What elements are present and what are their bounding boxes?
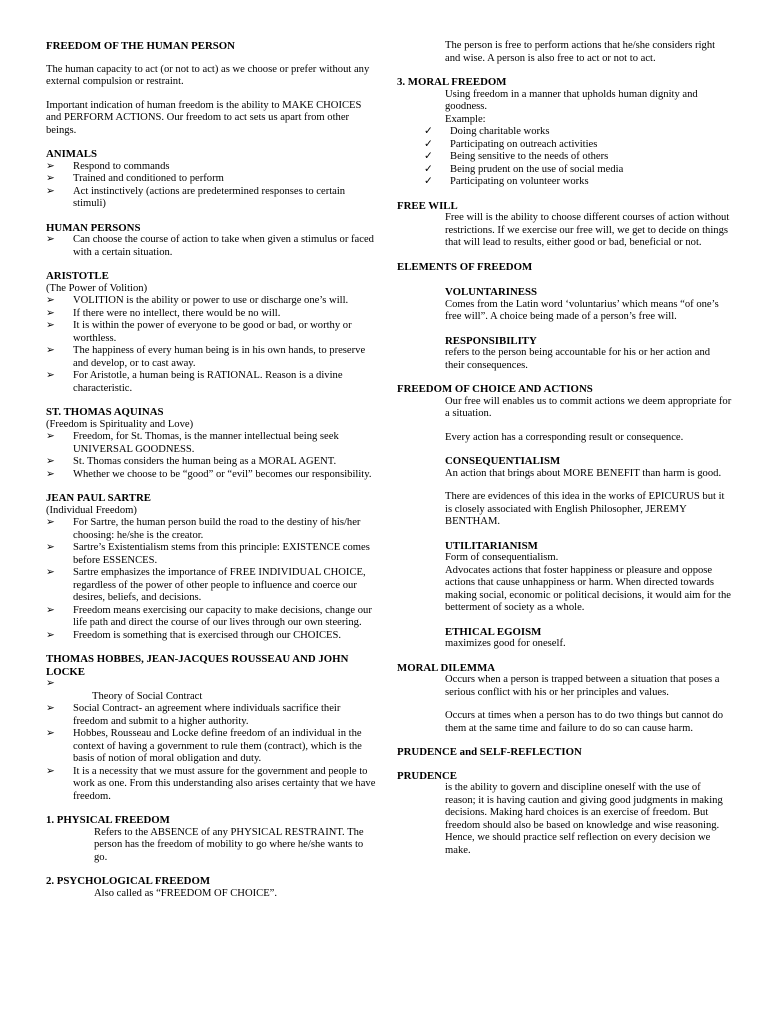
- psychological-freedom-heading: 2. PSYCHOLOGICAL FREEDOM: [46, 875, 211, 887]
- list-item: ➢ Sartre emphasizes the importance of FREE INDIVIDUAL CHOICE, regardless of the power of other people to influence and coerce our desires, beliefs, and decisions.: [46, 567, 366, 603]
- list-item: ✓ Being sensitive to the needs of others: [424, 151, 609, 162]
- intro-paragraph-2: Important indication of human freedom is the ability to MAKE CHOICES and PERFORM ACTIONS. Our freedom to act sets us apart from other beings.: [46, 99, 362, 136]
- list-item: ➢ If there were no intellect, there would be no will.: [46, 307, 281, 319]
- arrow-bullet-icon: ➢: [46, 567, 55, 578]
- list-item: ✓ Doing charitable works: [424, 126, 550, 137]
- consequentialism-heading: CONSEQUENTIALISM: [445, 455, 561, 467]
- consequentialism-text-1: An action that brings about MORE BENEFIT than harm is good.: [445, 467, 722, 479]
- consequentialism-text-2: There are evidences of this idea in the works of EPICURUS but it is closely associated with English Philosopher, JEREMY BENTHAM.: [445, 491, 725, 527]
- free-will-text: Free will is the ability to choose different courses of action without restrictions. If we exercise our free will, we get to decide on things that will lead to results, either good or bad, beneficial or not.: [445, 212, 730, 248]
- free-will-heading: FREE WILL: [397, 199, 458, 212]
- social-contract-heading: THOMAS HOBBES, JEAN-JACQUES ROUSSEAU AND JOHN LOCKE: [46, 653, 349, 678]
- prudence-heading: PRUDENCE: [397, 769, 457, 782]
- arrow-bullet-icon: ➢: [46, 728, 55, 739]
- list-item: ➢ St. Thomas considers the human being as a MORAL AGENT.: [46, 456, 337, 467]
- list-item: ➢ For Sartre, the human person build the road to the destiny of his/her choosing: he/she is the creator.: [46, 517, 361, 541]
- arrow-bullet-icon: ➢: [46, 542, 55, 553]
- arrow-bullet-icon: ➢: [46, 703, 55, 714]
- arrow-bullet-icon: ➢: [46, 765, 55, 777]
- list-item: [46, 678, 376, 691]
- aristotle-subtitle: (The Power of Volition): [46, 282, 148, 294]
- document-title: FREEDOM OF THE HUMAN PERSON: [46, 40, 235, 52]
- list-item: ➢ Trained and conditioned to perform: [46, 173, 224, 184]
- list-item: ➢ Can choose the course of action to take when given a stimulus or faced with a certain situation.: [46, 234, 374, 258]
- sartre-heading: JEAN PAUL SARTRE: [46, 492, 152, 504]
- utilitarianism-heading: UTILITARIANISM: [445, 539, 538, 552]
- psychological-freedom-continued: The person is free to perform actions that he/she considers right and wise. A person is also free to act or not to act.: [445, 40, 716, 64]
- animals-list: [46, 161, 376, 211]
- moral-freedom-examples: [397, 126, 732, 189]
- list-item: ➢ The happiness of every human being is in his own hands, to preserve and develop, or to cast away.: [46, 345, 366, 369]
- arrow-bullet-icon: ➢: [46, 160, 55, 172]
- responsibility-heading: RESPONSIBILITY: [445, 334, 537, 347]
- choice-actions-text-1: Our free will enables us to commit actions we deem appropriate for a situation.: [445, 395, 732, 419]
- human-persons-heading: HUMAN PERSONS: [46, 221, 141, 234]
- list-item: ➢ Social Contract- an agreement where individuals sacrifice their freedom and submit to a higher authority.: [46, 703, 341, 727]
- arrow-bullet-icon: ➢: [46, 234, 55, 245]
- physical-freedom-heading: 1. PHYSICAL FREEDOM: [46, 814, 170, 826]
- ethical-egoism-text: maximizes good for oneself.: [445, 638, 566, 649]
- voluntariness-text: Comes from the Latin word ‘voluntarius’ which means “of one’s free will”. A choice being made of a person’s free will.: [445, 298, 719, 322]
- check-bullet-icon: ✓: [424, 176, 433, 187]
- social-contract-list: [46, 678, 376, 803]
- list-item: ➢ Freedom is something that is exercised through our CHOICES.: [46, 629, 342, 641]
- responsibility-text: refers to the person being accountable for his or her action and their consequences.: [445, 347, 711, 371]
- list-item: ➢ For Aristotle, a human being is RATIONAL. Reason is a divine characteristic.: [46, 370, 343, 394]
- psychological-freedom-text: Also called as “FREEDOM OF CHOICE”.: [94, 887, 278, 899]
- prudence-text: is the ability to govern and discipline oneself with the use of reason; it is having caution and giving good judgments in making decisions. Making hard choices is an exercise of freedom. But freedom should also be based on knowledge and wise reasoning. Hence, we should practice self reflection on every decision we make.: [445, 782, 723, 856]
- list-item: ✓ Participating on volunteer works: [424, 176, 589, 187]
- arrow-bullet-icon: ➢: [46, 604, 55, 616]
- moral-freedom-heading: 3. MORAL FREEDOM: [397, 76, 507, 88]
- sartre-subtitle: (Individual Freedom): [46, 504, 137, 516]
- elements-heading: ELEMENTS OF FREEDOM: [397, 260, 533, 273]
- arrow-bullet-icon: ➢: [46, 678, 55, 689]
- animals-heading: ANIMALS: [46, 148, 97, 160]
- arrow-bullet-icon: ➢: [46, 456, 55, 467]
- check-bullet-icon: ✓: [424, 138, 433, 150]
- list-item: ➢ Sartre’s Existentialism stems from this principle: EXISTENCE comes before ESSENCES.: [46, 542, 370, 566]
- aristotle-heading: ARISTOTLE: [46, 270, 109, 282]
- arrow-bullet-icon: ➢: [46, 320, 55, 331]
- moral-dilemma-text-1: Occurs when a person is trapped between a situation that poses a serious conflict with his or her principles and values.: [445, 674, 720, 698]
- left-column: [46, 40, 376, 900]
- arrow-bullet-icon: ➢: [46, 295, 55, 306]
- arrow-bullet-icon: ➢: [46, 173, 55, 184]
- choice-actions-text-2: Every action has a corresponding result or consequence.: [445, 431, 684, 443]
- ethical-egoism-heading: ETHICAL EGOISM: [445, 625, 542, 638]
- list-item: ➢ It is a necessity that we must assure for the government and people to work as one. From this understanding also arises certainty that we have freedom.: [46, 765, 376, 802]
- sartre-list: [46, 517, 376, 642]
- example-label: Example:: [445, 113, 486, 125]
- physical-freedom-text: Refers to the ABSENCE of any PHYSICAL RESTRAINT. The person has the freedom of mobility to go where he/she wants to go.: [94, 826, 364, 863]
- check-bullet-icon: ✓: [424, 163, 433, 175]
- aristotle-list: [46, 295, 376, 395]
- arrow-bullet-icon: ➢: [46, 370, 55, 381]
- intro-paragraph-1: The human capacity to act (or not to act) as we choose or prefer without any external compulsion or restraint.: [46, 63, 370, 87]
- voluntariness-heading: VOLUNTARINESS: [445, 286, 537, 298]
- choice-actions-heading: FREEDOM OF CHOICE AND ACTIONS: [397, 383, 593, 395]
- prudence-section-heading: PRUDENCE and SELF-REFLECTION: [397, 746, 582, 758]
- list-item: ➢ Whether we choose to be “good” or “evil” becomes our responsibility.: [46, 468, 372, 480]
- list-item: ➢ Freedom means exercising our capacity to make decisions, change our life path and direct the course of our lives through our own steering.: [46, 604, 372, 628]
- arrow-bullet-icon: ➢: [46, 517, 55, 528]
- check-bullet-icon: ✓: [424, 126, 433, 137]
- moral-dilemma-heading: MORAL DILEMMA: [397, 661, 496, 674]
- human-persons-list: [46, 234, 376, 259]
- arrow-bullet-icon: ➢: [46, 185, 55, 197]
- list-item: Theory of Social Contract: [92, 690, 203, 702]
- arrow-bullet-icon: ➢: [46, 431, 55, 442]
- arrow-bullet-icon: ➢: [46, 468, 55, 480]
- aquinas-heading: ST. THOMAS AQUINAS: [46, 406, 164, 418]
- check-bullet-icon: ✓: [424, 151, 433, 162]
- list-item: ➢ Hobbes, Rousseau and Locke define freedom of an individual in the context of having a government to rule them (contract), which is the basis of notion of moral obligation and duty.: [46, 728, 362, 764]
- arrow-bullet-icon: ➢: [46, 629, 55, 641]
- list-item: ➢ Respond to commands: [46, 160, 170, 172]
- aquinas-list: [46, 431, 376, 481]
- arrow-bullet-icon: ➢: [46, 307, 55, 319]
- list-item: ➢ It is within the power of everyone to be good or bad, or worthy or worthless.: [46, 320, 352, 344]
- moral-dilemma-text-2: Occurs at times when a person has to do two things but cannot do them at the same time and failure to do so can cause harm.: [445, 710, 724, 734]
- list-item: ➢ Freedom, for St. Thomas, is the manner intellectual being seek UNIVERSAL GOODNESS.: [46, 431, 339, 455]
- list-item: ➢ Act instinctively (actions are predetermined responses to certain stimuli): [46, 185, 346, 209]
- list-item: ✓ Being prudent on the use of social media: [424, 163, 624, 175]
- right-column: [397, 40, 732, 857]
- arrow-bullet-icon: ➢: [46, 345, 55, 356]
- utilitarianism-text-2: Advocates actions that foster happiness or pleasure and oppose actions that cause unhappiness or harm. When directed towards making social, economic or political decisions, it would aim for the betterment of society as a whole.: [445, 564, 731, 613]
- utilitarianism-text-1: Form of consequentialism.: [445, 552, 559, 563]
- moral-freedom-text: Using freedom in a manner that upholds human dignity and goodness.: [445, 88, 698, 112]
- list-item: ➢ VOLITION is the ability or power to use or discharge one’s will.: [46, 295, 349, 306]
- aquinas-subtitle: (Freedom is Spirituality and Love): [46, 418, 194, 430]
- list-item: ✓ Participating on outreach activities: [424, 138, 598, 150]
